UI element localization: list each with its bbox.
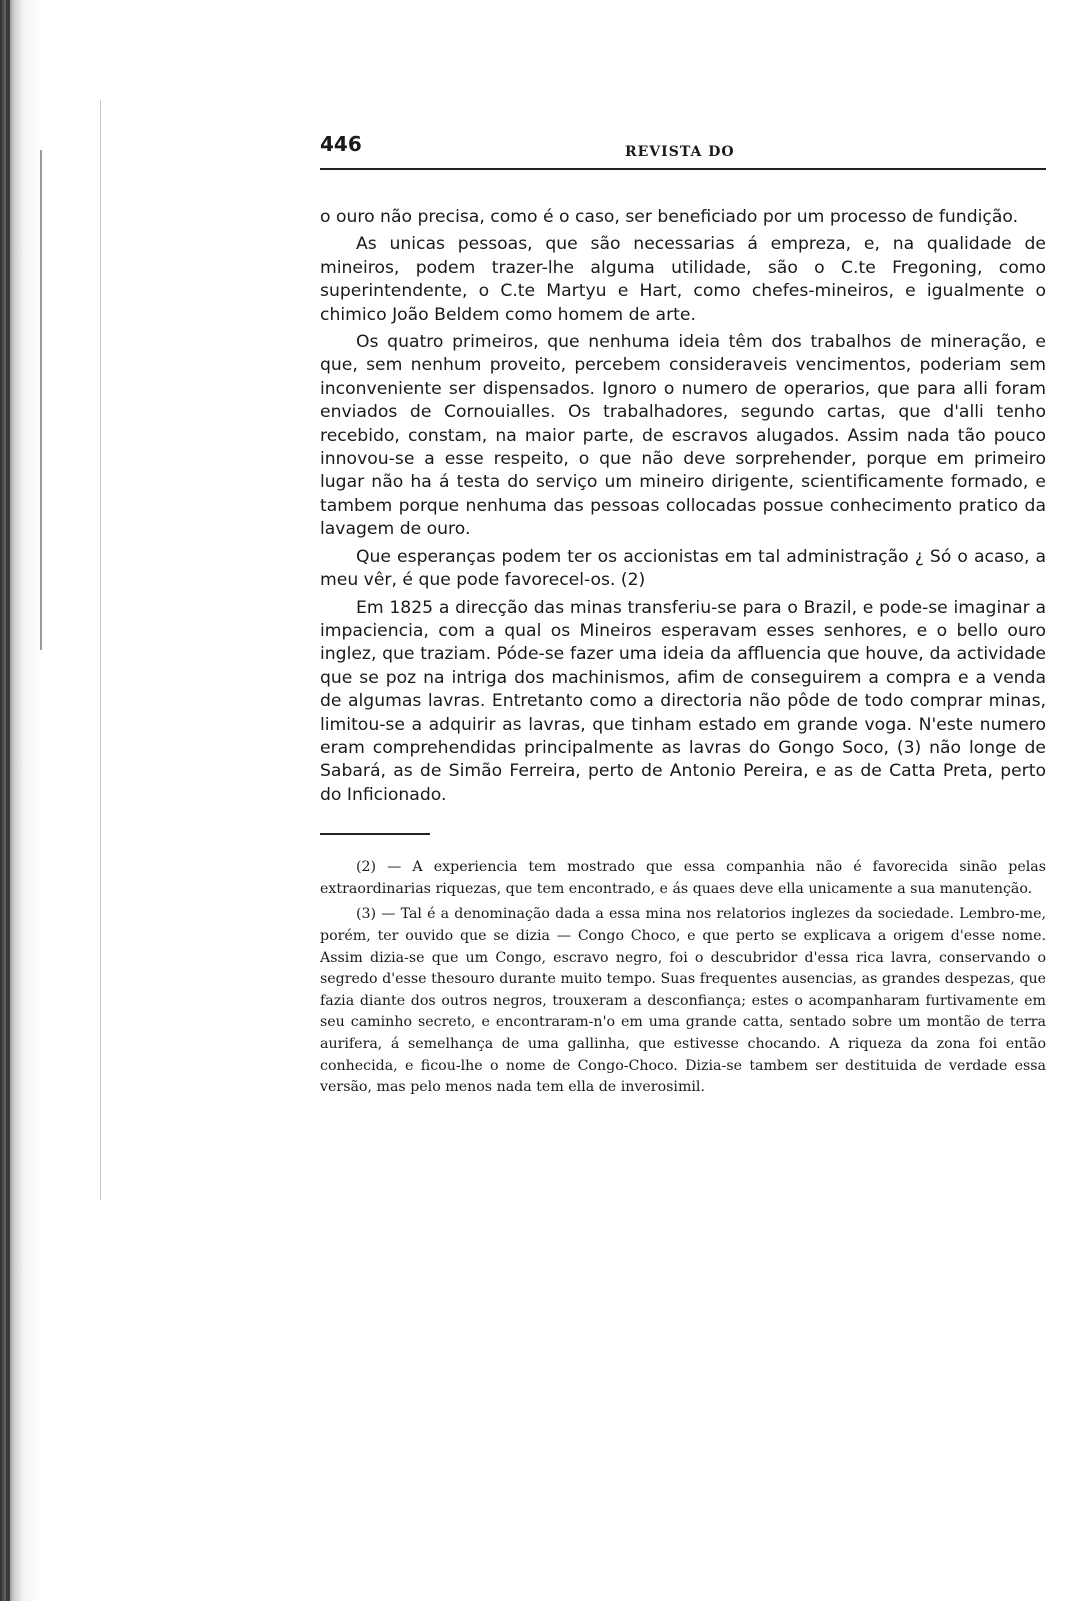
book-gutter-shadow [0,0,150,1601]
footnote: (2) — A experiencia tem mostrado que essa companhia não é favorecida sinão pelas extraordinarias riquezas, que tem encontrado, e ás quaes deve ella unicamente a sua manutenção. [320,859,1046,897]
paragraph: Que esperanças podem ter os accionistas em tal administração ¿ Só o acaso, a meu vêr, é que pode favorecel-os. (2) [320,546,1046,591]
body-text [320,206,1046,807]
paragraph: o ouro não precisa, como é o caso, ser beneficiado por um processo de fundição. [320,207,1019,227]
footnote-separator [320,833,430,835]
paragraph: Em 1825 a direcção das minas transferiu-se para o Brazil, e pode-se imaginar a impaciencia, com a qual os Mineiros esperavam esses senhores, e o bello ouro inglez, que traziam. Póde-se fazer uma ideia da affluencia que houve, da actividade que se poz na intriga dos machinismos, afim de conseguirem a compra e a venda de algumas lavras. Entretanto como a directoria não pôde de todo comprar minas, limitou-se a adquirir as lavras, que tinham estado em grande voga. N'este numero eram comprehendidas principalmente as lavras do Gongo Soco, (3) não longe de Sabará, as de Simão Ferreira, perto de Antonio Pereira, e as de Catta Preta, perto do Inficionado. [320,597,1046,805]
footnotes [320,857,1046,1099]
binding-edge [6,0,10,1601]
gutter-streak [40,150,42,650]
book-page [320,118,1046,1103]
page-header [320,118,1046,170]
paragraph: Os quatro primeiros, que nenhuma ideia têm dos trabalhos de mineração, e que, sem nenhum proveito, percebem consideraveis vencimentos, poderiam sem inconveniente ser dispensados. Ignoro o numero de operarios, que para alli foram enviados de Cornouialles. Os trabalhadores, segundo cartas, que d'alli tenho recebido, constam, na maior parte, de escravos alugados. Assim nada tão pouco innovou-se a esse respeito, o que não deve sorprehender, porque em primeiro lugar não ha á testa do serviço um mineiro dirigente, scientificamente formado, e tambem porque nenhuma das pessoas collocadas possue conhecimento pratico da lavagem de ouro. [320,332,1046,540]
running-title: REVISTA DO [625,144,735,160]
page-number: 446 [320,132,362,156]
footnote: (3) — Tal é a denominação dada a essa mina nos relatorios inglezes da sociedade. Lembro-me, porém, ter ouvido que se dizia — Congo Choco, e que perto se explicava a origem d'esse nome. Assim dizia-se que um Congo, escravo negro, foi o descubridor d'essa rica lavra, conservando o segredo d'esse thesouro durante muito tempo. Suas frequentes ausencias, as grandes despezas, que fazia diante dos outros negros, trouxeram a desconfiança; estes o acompanharam furtivamente em seu caminho secreto, e encontraram-n'o em uma grande catta, sentado sobre um montão de terra aurifera, á semelhança de uma gallinha, que estivesse chocando. A riqueza da zona foi então conhecida, e ficou-lhe o nome de Congo-Choco. Dizia-se tambem ser destituida de verdade essa versão, mas pelo menos nada tem ella de inverosimil. [320,906,1046,1096]
paragraph: As unicas pessoas, que são necessarias á empreza, e, na qualidade de mineiros, podem trazer-lhe alguma utilidade, são o C.te Fregoning, como superintendente, o C.te Martyu e Hart, como chefes-mineiros, e igualmente o chimico João Beldem como homem de arte. [320,234,1046,325]
gutter-streak [100,100,101,1200]
